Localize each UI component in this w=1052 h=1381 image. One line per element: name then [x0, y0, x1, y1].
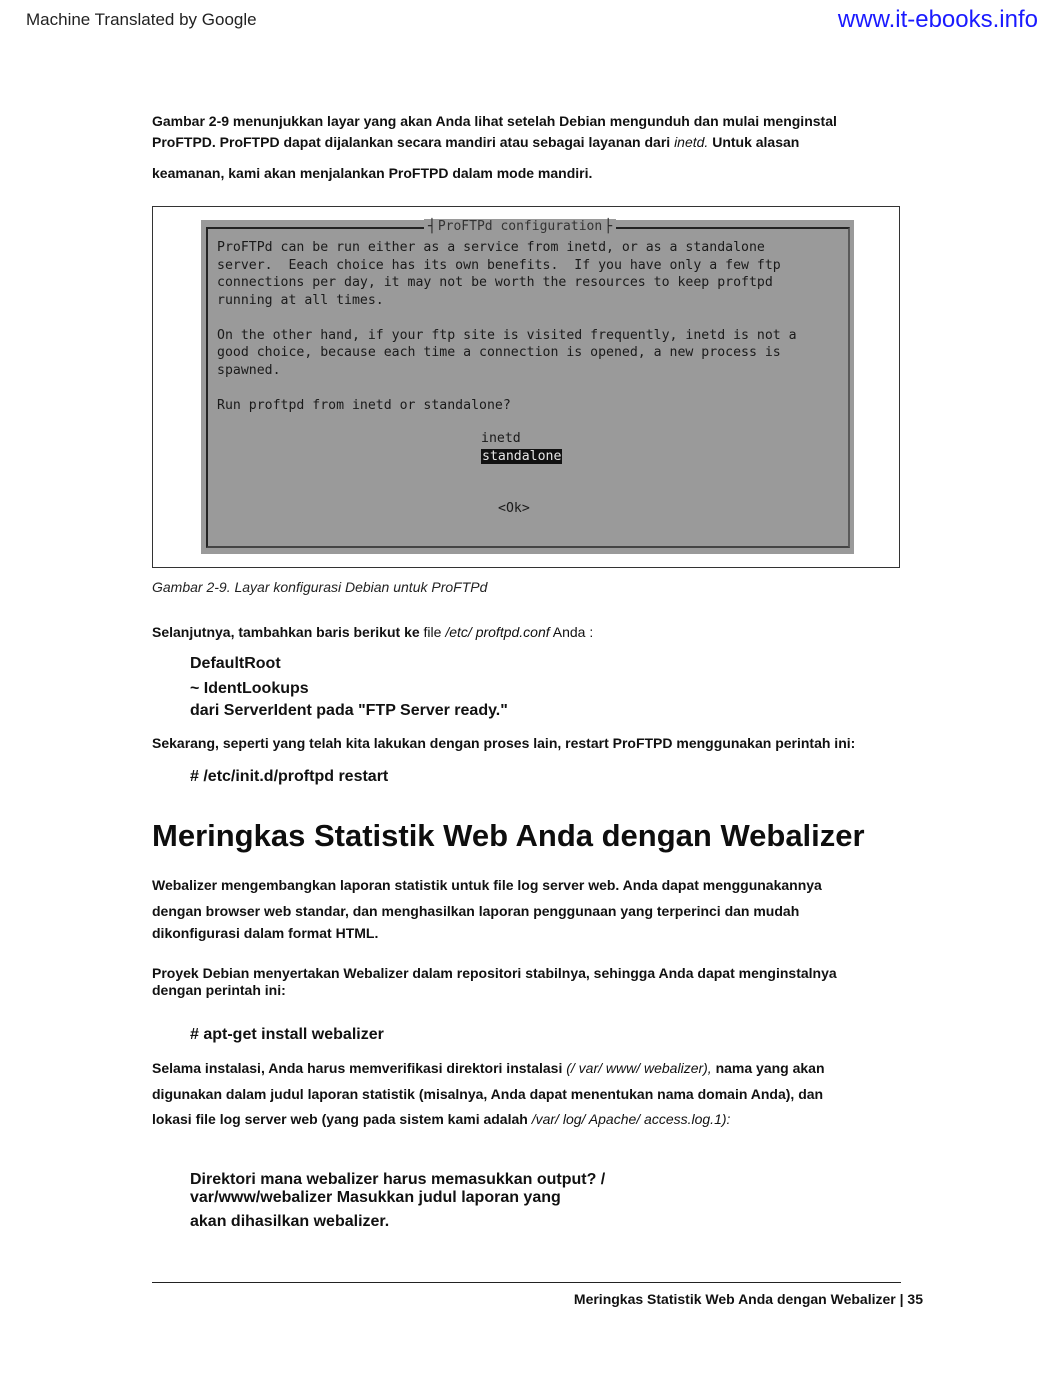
ok-button[interactable]: <Ok> [498, 501, 530, 516]
install-line-1-text: Selama instalasi, Anda harus memverifikasi direktori instalasi [152, 1060, 567, 1076]
section-title: Meringkas Statistik Web Anda dengan Webalizer [152, 818, 865, 853]
install-line-2: digunakan dalam judul laporan statistik (misalnya, Anda dapat menentukan nama domain Anda), dan [152, 1086, 824, 1102]
dialog-line: ProFTPd can be run either as a service from inetd, or as a standalone [217, 240, 765, 255]
debian-line-2: dengan perintah ini: [152, 982, 286, 998]
dialog-line: spawned. [217, 362, 281, 378]
inetd-term: inetd. [674, 134, 709, 150]
machine-translated-label: Machine Translated by Google [26, 10, 257, 29]
dialog-line: connections per day, it may not be worth the resources to keep proftpd [217, 275, 773, 290]
dialog-line: On the other hand, if your ftp site is visited frequently, inetd is not a [217, 327, 797, 343]
intro-line-2 [152, 129, 932, 155]
intro-line-2-tail: Untuk alasan [708, 134, 800, 150]
webalizer-line-2: dengan browser web standar, dan menghasilkan laporan penggunaan yang terperinci dan mudah [152, 903, 800, 919]
code-prompt-line-3: akan dihasilkan webalizer. [190, 1213, 390, 1230]
webalizer-line-3: dikonfigurasi dalam format HTML. [152, 925, 379, 941]
webalizer-paragraph [152, 877, 932, 941]
webalizer-dir-path: (/ var/ www/ webalizer), [566, 1060, 712, 1076]
debian-paragraph [152, 966, 952, 999]
install-line-1 [152, 1061, 952, 1076]
debian-line-1: Proyek Debian menyertakan Webalizer dalam repositori stabilnya, sehingga Anda dapat menginstalnya [152, 965, 837, 981]
intro-line-3: keamanan, kami akan menjalankan ProFTPD dalam mode mandiri. [152, 165, 593, 181]
code-prompt-line-2: var/www/webalizer Masukkan judul laporan yang [190, 1189, 561, 1206]
option-standalone-selected: standalone [482, 449, 562, 464]
install-line-3-text: lokasi file log server web (yang pada sistem kami adalah [152, 1111, 532, 1127]
footer-rule [152, 1282, 901, 1283]
dialog-line: good choice, because each time a connection is opened, a new process is [217, 345, 781, 360]
install-line-1-tail: nama yang akan [711, 1060, 825, 1076]
webalizer-line-1: Webalizer mengembangkan laporan statistik untuk file log server web. Anda dapat menggunakannya [152, 877, 822, 893]
page-footer: Meringkas Statistik Web Anda dengan Webalizer | 35 [573, 1291, 923, 1307]
code-prompt-line-1: Direktori mana webalizer harus memasukkan output? / [190, 1171, 606, 1188]
access-log-path: /var/ log/ Apache/ access.log.1): [531, 1111, 731, 1127]
source-link[interactable]: www.it-ebooks.info [837, 6, 1038, 33]
figure-caption: Gambar 2-9. Layar konfigurasi Debian untuk ProFTPd [152, 579, 488, 595]
dialog-line: running at all times. [217, 292, 384, 308]
dialog-title: ┤ ProFTPd configuration ├ [424, 219, 616, 234]
option-inetd[interactable]: inetd [481, 431, 521, 446]
next-file-word: file [423, 624, 446, 640]
next-text: Selanjutnya, tambahkan baris berikut ke [152, 624, 424, 640]
code-ident-lookups: ~ IdentLookups [190, 680, 309, 697]
dialog-line: server. Eeach choice has its own benefits. If you have only a few ftp [217, 257, 781, 273]
intro-paragraph [152, 114, 932, 191]
install-line-3 [152, 1112, 952, 1127]
code-server-ident: dari ServerIdent pada "FTP Server ready." [190, 702, 508, 719]
install-paragraph [152, 1061, 952, 1127]
terminal-screenshot [201, 220, 854, 554]
option-standalone[interactable] [481, 449, 562, 464]
proftpd-conf-path: /etc/ proftpd.conf [445, 624, 550, 640]
code-restart-command: # /etc/init.d/proftpd restart [190, 768, 389, 785]
next-tail: Anda : [549, 624, 594, 640]
intro-line-2-text: ProFTPD. ProFTPD dapat dijalankan secara mandiri atau sebagai layanan dari [152, 134, 675, 150]
intro-line-1: Gambar 2-9 menunjukkan layar yang akan Anda lihat setelah Debian mengunduh dan mulai menginstal [152, 113, 837, 129]
code-default-root: DefaultRoot [190, 655, 281, 672]
code-apt-get: # apt-get install webalizer [190, 1026, 384, 1043]
next-paragraph [152, 625, 932, 639]
restart-paragraph: Sekarang, seperti yang telah kita lakukan dengan proses lain, restart ProFTPD menggunakan perintah ini: [152, 735, 856, 751]
dialog-question: Run proftpd from inetd or standalone? [217, 397, 511, 413]
